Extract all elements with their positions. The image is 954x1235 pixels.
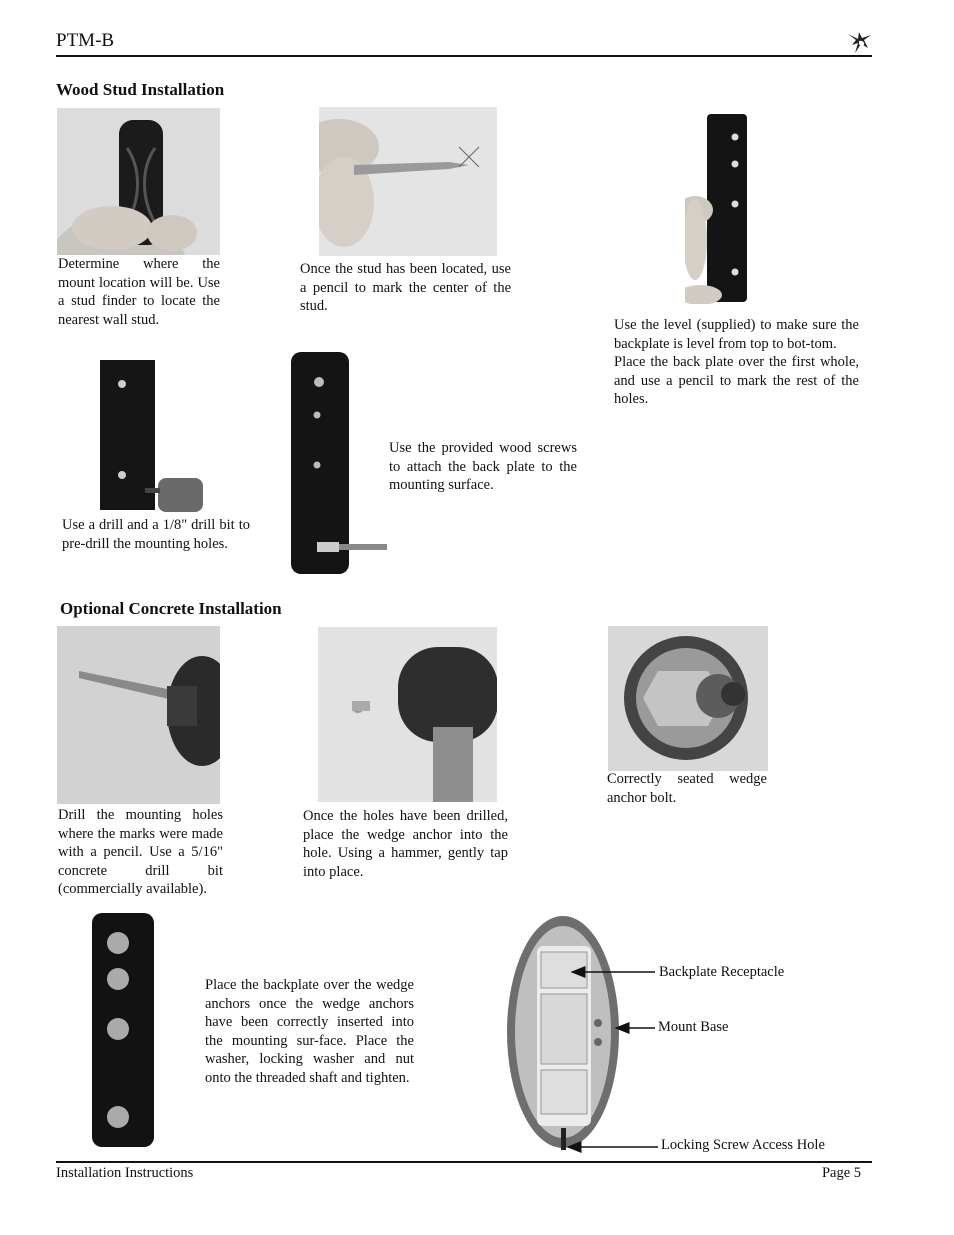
- label-mount-base: Mount Base: [658, 1019, 729, 1035]
- photo-backplate-level: [685, 112, 751, 304]
- caption-backplate-anchors: Place the backplate over the wedge anchors once the wedge anchors have been correctly inserted into the mounting sur-face. Place the washer, locking washer and nut onto the threaded shaft and tighten.: [205, 977, 414, 1086]
- photo-backplate-anchors: [90, 911, 156, 1149]
- photo-concrete-drill: [57, 626, 220, 804]
- label-locking-screw-hole: Locking Screw Access Hole: [661, 1137, 825, 1153]
- section-title-concrete: Optional Concrete Installation: [60, 599, 282, 618]
- photo-pencil-mark: [319, 107, 497, 256]
- caption-level-line1: Use the level (supplied) to make sure the backplate is level from top to bot-tom.: [614, 317, 859, 352]
- caption-drill: Use a drill and a 1/8" drill bit to pre-drill the mounting holes.: [62, 517, 250, 552]
- section-title-wood: Wood Stud Installation: [56, 80, 225, 99]
- photo-stud-finder: [57, 108, 220, 255]
- photo-wood-screws: [289, 350, 387, 577]
- caption-wood-screws: Use the provided wood screws to attach the back plate to the mounting surface.: [389, 440, 577, 494]
- document-title: PTM-B: [56, 30, 115, 51]
- callout-arrows: [560, 960, 660, 1160]
- caption-level: [614, 316, 859, 409]
- photo-wedge-anchor: [608, 626, 768, 771]
- caption-hammer-anchor: Once the holes have been drilled, place the wedge anchor into the hole. Using a hammer, gently tap into place.: [303, 808, 508, 880]
- caption-concrete-drill: Drill the mounting holes where the marks were made with a pencil. Use a 5/16" concrete drill bit (commercially available).: [58, 807, 223, 898]
- brand-logo-icon: [846, 31, 872, 55]
- caption-wedge-anchor: Correctly seated wedge anchor bolt.: [607, 771, 767, 806]
- photo-hammer-anchor: [318, 627, 497, 802]
- header-rule: [56, 55, 872, 57]
- label-backplate-receptacle: Backplate Receptacle: [659, 964, 785, 980]
- caption-stud-finder: Determine where the mount location will be. Use a stud finder to locate the nearest wall stud.: [58, 256, 220, 328]
- caption-level-line2: Place the back plate over the first whole, and use a pencil to mark the rest of the holes.: [614, 354, 859, 408]
- photo-drill-backplate: [100, 360, 203, 512]
- caption-pencil-mark: Once the stud has been located, use a pencil to mark the center of the stud.: [300, 261, 511, 315]
- footer-rule: [56, 1161, 872, 1163]
- footer-page-number: Page 5: [821, 1165, 861, 1181]
- footer-doc-name: Installation Instructions: [56, 1165, 194, 1181]
